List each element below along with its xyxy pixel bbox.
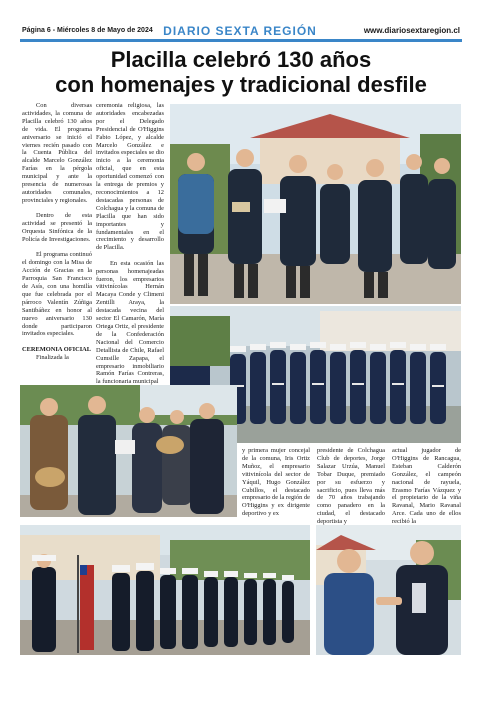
headline-line-1: Placilla celebró 130 años [110,47,372,72]
paragraph-honorees-cont-2: presidente de Colchagua Club de deportes, Jorge Salazar Urzúa, Manuel Tobar Duque, premiado por su esfuerzo y sacrificio, pues lleva más de 70 años trabajando como panadero en la ciudad, el destacado deportista y [317,447,385,526]
article-column-1 [22,102,92,362]
headline-line-2: con homenajes y tradicional desfile [55,72,427,97]
website-url[interactable]: www.diariosextaregion.cl [363,26,460,35]
page-number-date: Página 6 - Miércoles 8 de Mayo de 2024 [22,27,153,34]
paragraph-honorees-cont-1: y primera mujer concejal de la comuna, Iris Ortiz Muñoz, el empresario vitivinícola del sector de Yáquil, Hugo González Cubillos, el destacado empresario de la región de O'Higgins y ex dirigente deportivo y ex [242,447,310,518]
newspaper-name: DIARIO SEXTA REGIÓN [163,24,317,38]
subheading-ceremony: CEREMONIA OFICIAL [22,345,92,353]
paragraph-intro: Con diversas actividades, la comuna de Placilla celebró 130 años de vida. El programa aniversario se inició el viernes recién pasado con la Cuenta Pública del alcalde Marcelo González Farías en la pérgola municipal y ante la presencia de numerosas autoridades comunales, provinciales y regionales. [22,102,92,204]
photo-honorees-baskets [20,385,237,517]
header-rule [20,39,462,42]
paragraph-mass: El programa continuó el domingo con la Misa de Acción de Gracias en la Parroquia San Francisco de Asís, con una homilía que fue celebrada por el párroco Valentín Zúñiga Santibáñez en honor al nuevo aniversario 130 donde participaron invitados especiales. [22,251,92,338]
paragraph-orchestra: Dentro de esta actividad se presentó la Orquesta Sinfónica de la Policía de Investigaciones. [22,212,92,243]
paragraph-ceremony: ceremonia religiosa, las autoridades encabezadas por el Delegado Presidencial de O'Higgins Fabio López, y alcalde Marcelo González e invitados especiales se dio inicio a la ceremonia oficial, que en esta oportunidad comenzó con la entrega de premios y reconocimientos a 12 destacadas personas de Colchagua y la comuna de Placilla que han sido importantes y fundamentales en el crecimiento y desarrollo de Placilla. [96,102,164,252]
article-column-4 [317,447,385,526]
article-column-2 [96,102,164,386]
photo-handshake-award [316,525,461,655]
photo-parade-flag [20,525,310,655]
paragraph-honorees-cont-3: actual jugador de O'Higgins de Rancagua, Esteban Calderón González, el campeón nacional de rayuela, Erasmo Farías Vázquez y el propietario de la viña Ravanal, Mario Ravanal Arce. Cada uno de ellos recibió la [392,447,461,526]
photo-authorities-awards [170,104,461,304]
paragraph-honorees: En esta ocasión las personas homenajeadas fueron, los empresarios vitivinícolas Hernán Macaya Conde y Climeni Zentilli Araya, la destacada vecina del sector El Camarón, María Ortega Ortiz, el presidente de la Confederación Nacional del Comercio Detallista de Chile, Rafael Cumsille Zapapa, el empresario inmobiliario Ramón Farías Contreras, la funcionaria municipal [96,259,164,386]
paragraph-finalizada: Finalizada la [36,353,69,361]
article-column-3 [242,447,310,518]
article-column-5 [392,447,461,526]
